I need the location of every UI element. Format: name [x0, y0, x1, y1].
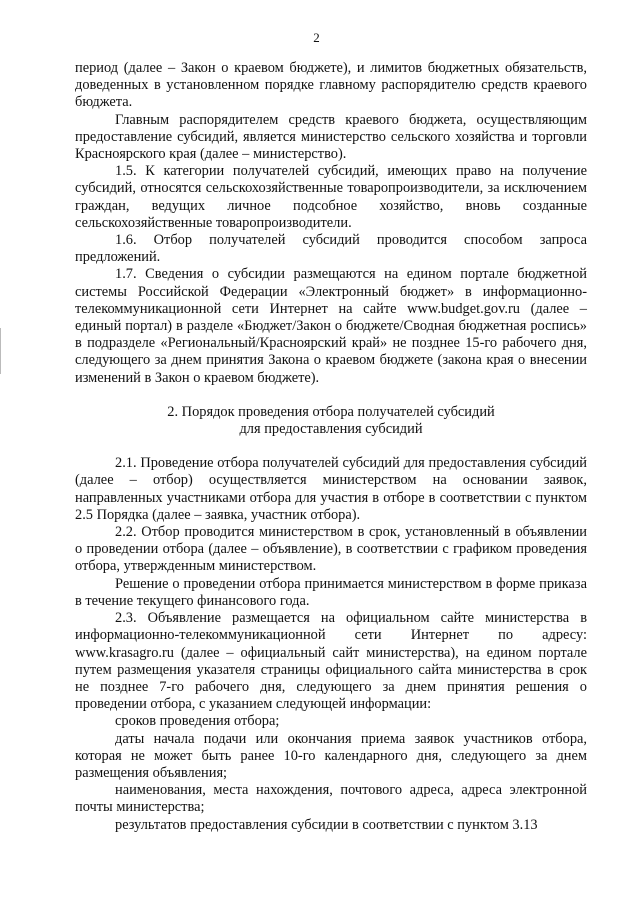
page-number: 2	[313, 30, 320, 45]
paragraph-chief-administrator: Главным распорядителем средств краевого бюджета, осуществляющим предоставление субсидий, является министерство сельского хозяйства и торговли Красноярского края (далее – министерство).	[75, 111, 587, 163]
document-body	[75, 60, 587, 834]
list-item-terms: сроков проведения отбора;	[115, 713, 280, 730]
section-heading-line-2: для предоставления субсидий	[239, 421, 423, 438]
paragraph-decision: Решение о проведении отбора принимается министерством в форме приказа в течение текущего финансового года.	[75, 575, 587, 609]
list-item-dates: даты начала подачи или окончания приема заявок участников отбора, которая не может быть ранее 10-го календарного дня, следующего за днем размещения объявления;	[75, 730, 587, 781]
paragraph-2-1: 2.1. Проведение отбора получателей субсидий для предоставления субсидий (далее – отбор) осуществляется министерством на основании заявок, направленных участниками отбора для участия в отборе в соответствии с пунктом 2.5 Порядка (далее – заявка, участник отбора).	[75, 455, 587, 523]
paragraph-continuation: период (далее – Закон о краевом бюджете), и лимитов бюджетных обязательств, доведенных в установленном порядке главному распорядителю средств краевого бюджета.	[75, 60, 587, 111]
paragraph-1-6: 1.6. Отбор получателей субсидий проводится способом запроса предложений.	[75, 232, 587, 266]
list-item-results: результатов предоставления субсидии в соответствии с пунктом 3.13	[115, 816, 538, 833]
scan-edge-mark	[0, 328, 1, 374]
section-heading-line-1: 2. Порядок проведения отбора получателей субсидий	[167, 403, 495, 420]
section-heading	[75, 404, 587, 438]
paragraph-2-2: 2.2. Отбор проводится министерством в срок, установленный в объявлении о проведении отбора (далее – объявление), в соответствии с графиком проведения отбора, утвержденным министерством.	[75, 524, 587, 575]
paragraph-2-3: 2.3. Объявление размещается на официальном сайте министерства в информационно-телекоммуникационной сети Интернет по адресу: www.krasagro.ru (далее – официальный сайт министерства), на едином портале путем размещения указателя страницы официального сайта министерства в срок не позднее 7-го рабочего дня, следующего за днем принятия решения о проведении отбора, с указанием следующей информации:	[75, 610, 587, 713]
list-item-contacts: наименования, места нахождения, почтового адреса, адреса электронной почты министерства;	[75, 782, 587, 816]
paragraph-1-7: 1.7. Сведения о субсидии размещаются на едином портале бюджетной системы Российской Федерации «Электронный бюджет» в информационно-телекоммуникационной сети Интернет на сайте www.budget.gov.ru (далее – единый портал) в разделе «Бюджет/Закон о бюджете/Сводная бюджетная роспись» в подразделе «Региональный/Красноярский край» не позднее 15-го рабочего дня, следующего за днем принятия Закона о краевом бюджете (закона края о внесении изменений в Закон о краевом бюджете).	[75, 266, 587, 386]
paragraph-1-5: 1.5. К категории получателей субсидий, имеющих право на получение субсидий, относятся сельскохозяйственные товаропроизводители, за исключением граждан, ведущих личное подсобное хозяйство, вновь созданные сельскохозяйственные товаропроизводители.	[75, 163, 587, 231]
